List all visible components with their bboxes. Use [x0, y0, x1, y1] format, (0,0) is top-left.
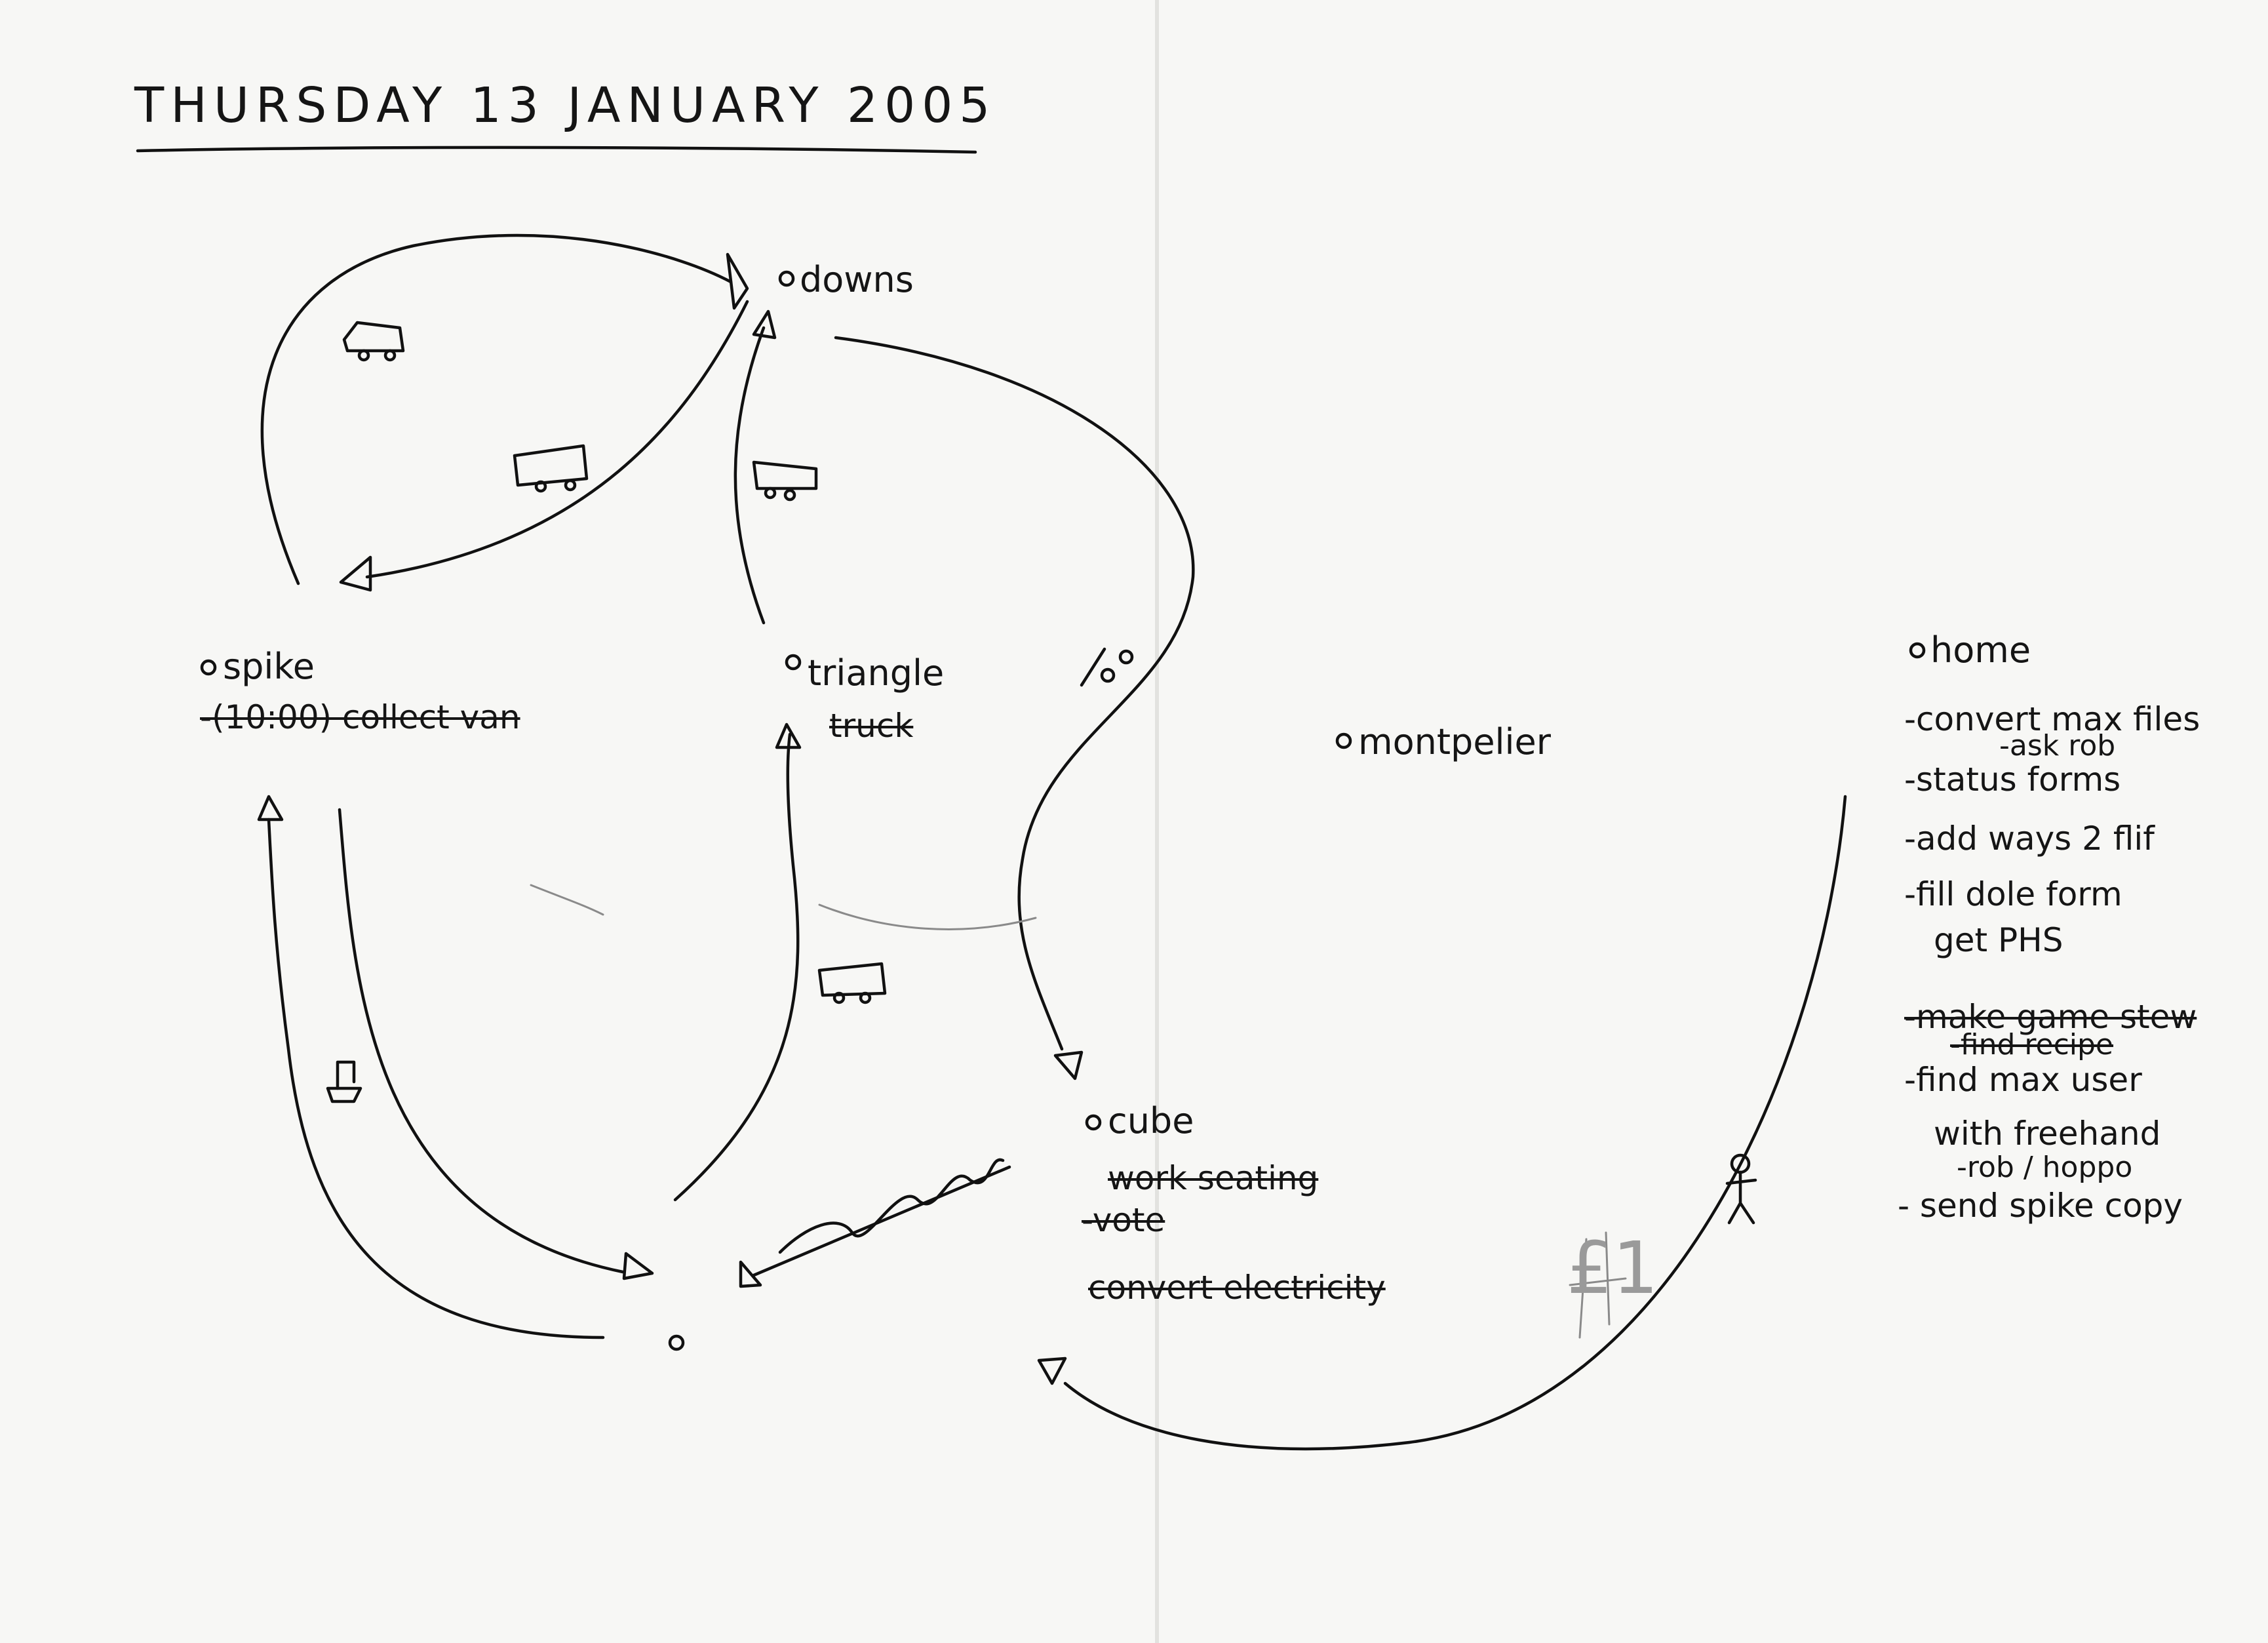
pencil-stroke-2 — [819, 905, 1036, 929]
place-montpelier-label: montpelier — [1358, 721, 1551, 762]
bullet-triangle — [787, 656, 800, 669]
bullet-cube — [1087, 1116, 1100, 1129]
page-title: THURSDAY 13 JANUARY 2005 — [134, 77, 997, 134]
van-icon — [515, 446, 587, 491]
home-task-10: with freehand — [1934, 1115, 2161, 1153]
place-triangle-label: triangle — [808, 652, 945, 694]
bullet-home — [1911, 644, 1924, 657]
place-home-label: home — [1930, 629, 2031, 671]
route-spike-to-downs — [262, 235, 731, 584]
home-task-4: -add ways 2 flif — [1904, 820, 2155, 858]
place-cube-label: cube — [1108, 1100, 1194, 1141]
route-stnichs-to-spike — [269, 820, 603, 1337]
home-task-12: - send spike copy — [1898, 1187, 2183, 1225]
route-triangle-to-downs — [735, 328, 764, 623]
cube-task-1: work seating — [1108, 1159, 1319, 1197]
home-task-3: -status forms — [1904, 761, 2121, 799]
van-icon — [344, 323, 403, 360]
place-spike-label: spike — [223, 646, 315, 687]
arrowhead-downs-from-triangle — [754, 311, 775, 338]
triangle-task-1: truck — [829, 707, 914, 745]
bullet-stnichs — [670, 1336, 683, 1349]
title-underline — [138, 148, 975, 152]
route-stnichs-to-triangle — [675, 734, 798, 1200]
van-icon — [754, 462, 816, 500]
route-cube-to-stnichs — [754, 1167, 1009, 1275]
bicycle-icon — [1082, 649, 1132, 685]
bullet-spike — [202, 661, 215, 674]
home-task-2: -ask rob — [1999, 729, 2116, 762]
home-task-7: -make game stew — [1904, 998, 2197, 1036]
margin-note: £1 — [1567, 1226, 1658, 1310]
home-task-11: -rob / hoppo — [1957, 1151, 2133, 1184]
route-downs-to-spike — [367, 302, 747, 577]
home-task-6: get PHS — [1934, 921, 2063, 959]
place-bullets — [202, 272, 1924, 1349]
arrowhead-at-spike — [341, 557, 370, 590]
home-task-9: -find max user — [1904, 1061, 2142, 1099]
home-task-5: -fill dole form — [1904, 875, 2122, 913]
bullet-montpelier — [1337, 734, 1350, 747]
place-downs-label: downs — [800, 259, 914, 300]
home-task-8: -find recipe — [1950, 1028, 2114, 1061]
arrowhead-at-downs — [728, 254, 747, 308]
cube-task-3: convert electricity — [1088, 1269, 1386, 1307]
home-task-1: -convert max files — [1904, 700, 2200, 738]
boat-icon — [328, 1062, 361, 1101]
arrowhead-at-spike-lower — [259, 797, 282, 820]
bullet-downs — [780, 272, 793, 285]
van-icon — [819, 964, 885, 1002]
cube-task-2: -vote — [1082, 1201, 1165, 1239]
zigzag-scribble — [780, 1160, 1003, 1252]
route-spike-to-stnichs — [340, 810, 623, 1272]
arrowhead-at-cube — [1055, 1052, 1082, 1079]
spike-task-1: -(10:00) collect van — [200, 698, 520, 736]
pencil-stroke — [531, 885, 603, 915]
arrowhead-at-stnichs-from-home — [1039, 1358, 1065, 1383]
arrowhead-at-stnichs — [624, 1254, 652, 1278]
